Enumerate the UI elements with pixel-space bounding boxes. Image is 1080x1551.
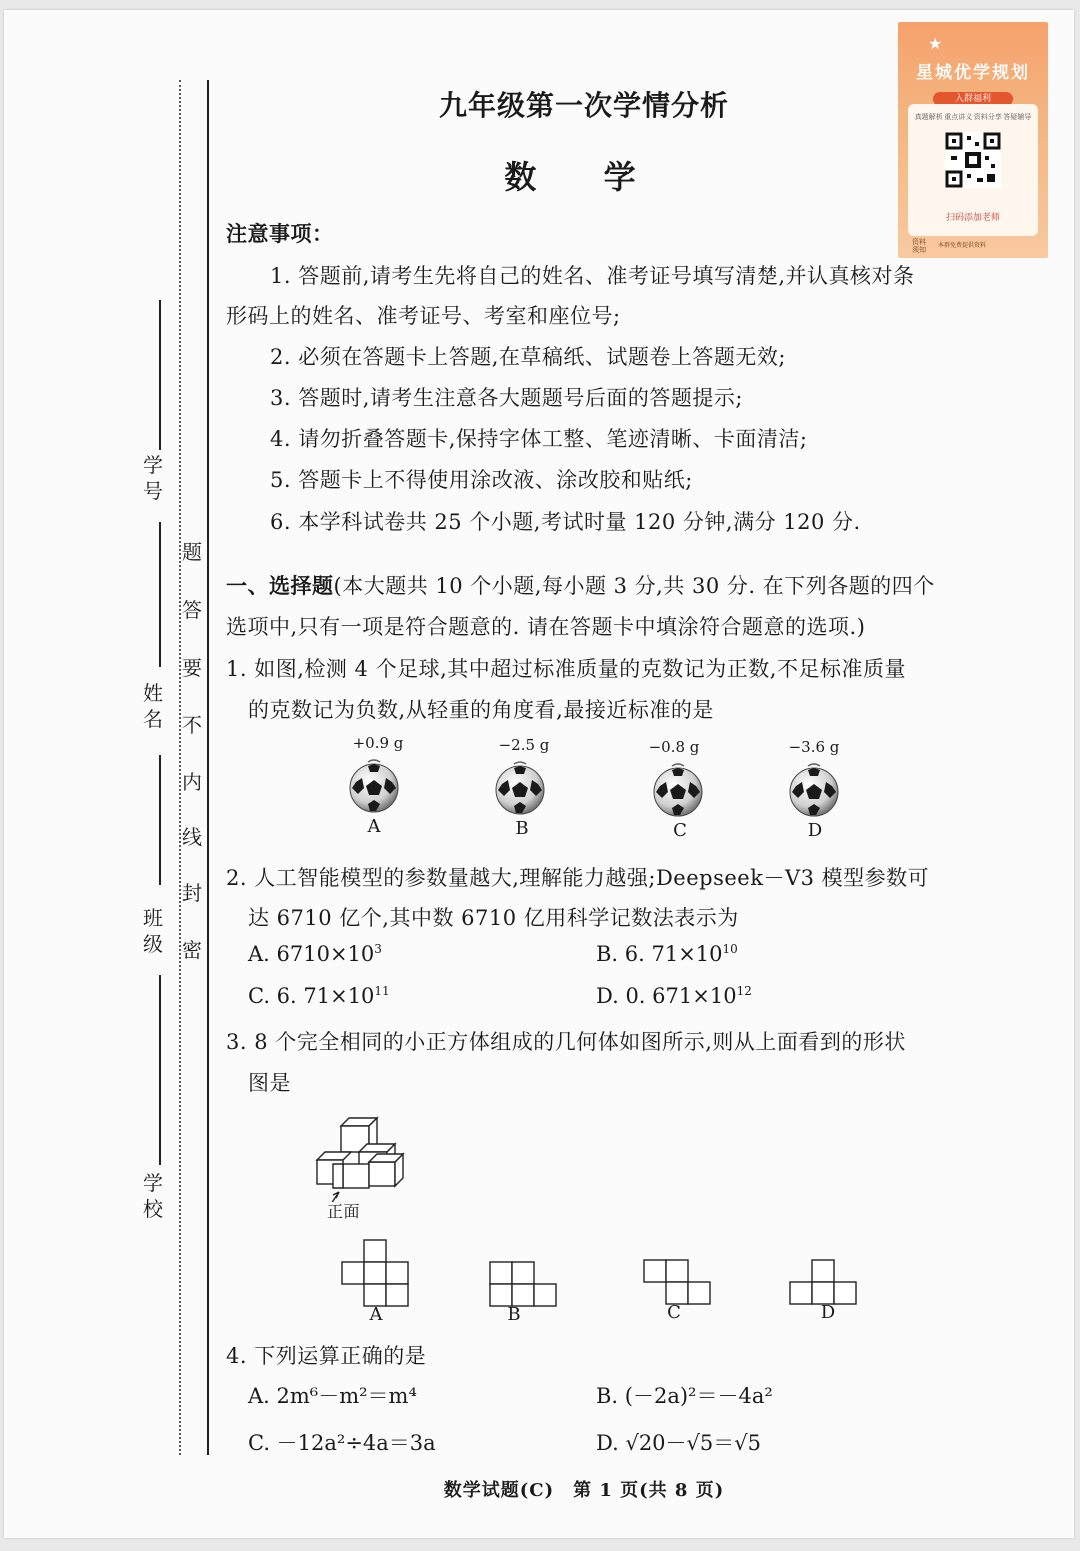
exam-sheet [4,10,1074,1538]
q1-stem-line2: 的克数记为负数,从轻重的角度看,最接近标准的是 [248,698,714,722]
name-label: 姓 名 [143,681,163,731]
soccer-ball-icon [492,760,548,816]
school-line [159,975,161,1165]
promo-icons [914,112,1032,122]
subject-title: 数 学 [504,158,664,196]
q3-view-d [788,1258,864,1308]
promo-scan-text: 扫码添加老师 [945,213,1000,223]
notice-item: 3. 答题时,请考生注意各大题题号后面的答题提示; [270,386,743,410]
q2-option-c [248,984,390,1008]
class-label: 班 级 [143,906,163,956]
seal-char: 内 [182,770,202,794]
opt-exp: 11 [374,984,390,998]
ball-value: −3.6 g [788,738,840,756]
opt-base: C. 6. 71×10 [248,984,375,1008]
q2-stem: 2. 人工智能模型的参数量越大,理解能力越强;Deepseek－V3 模型参数可 [226,866,930,890]
class-line [159,755,161,885]
promo-item: 答疑辅导 [1003,113,1032,121]
q4-option-b: B. (－2a)²＝－4a² [596,1384,773,1408]
soccer-ball-icon [786,762,842,818]
student-id-label: 学 号 [143,453,163,503]
ball-value: −0.8 g [648,738,700,756]
soccer-ball-icon [346,758,402,814]
opt-exp: 12 [736,984,752,998]
ball-letter: C [673,820,687,841]
ball-letter: A [367,816,381,837]
q3-letter: A [369,1304,383,1325]
q3-letter: B [507,1304,521,1325]
section-desc-line2: 选项中,只有一项是符合题意的. 请在答题卡中填涂符合题意的选项.) [226,615,866,639]
page-footer: 数学试题(C) 第 1 页(共 8 页) [443,1480,725,1501]
promo-panel [908,104,1038,236]
promo-note-label: 资料 须知 [912,238,926,254]
ball-value: −2.5 g [498,736,550,754]
binding-solid-line [207,80,209,1455]
section-title: 一、选择题 [226,573,334,598]
name-line-top [159,522,161,667]
cube-solid-figure [309,1102,419,1202]
q4-option-d: D. √20－√5＝√5 [596,1431,762,1455]
student-id-line [159,300,161,450]
school-label: 学 校 [143,1171,163,1221]
notice-item: 2. 必须在答题卡上答题,在草稿纸、试题卷上答题无效; [270,345,786,369]
promo-sticker [898,22,1048,258]
opt-exp: 3 [374,942,382,956]
section-desc: (本大题共 10 个小题,每小题 3 分,共 30 分. 在下列各题的四个 [333,574,935,598]
notice-item: 6. 本学科试卷共 25 个小题,考试时量 120 分钟,满分 120 分. [270,510,861,534]
seal-char: 线 [182,825,202,849]
ball-letter: D [807,820,823,841]
q3-view-b [488,1260,564,1310]
seal-char: 要 [182,656,202,680]
promo-item: 重点讲义 [944,113,973,121]
q3-stem: 3. 8 个完全相同的小正方体组成的几何体如图所示,则从上面看到的形状 [226,1030,906,1054]
exam-title: 九年级第一次学情分析 [438,89,729,122]
q3-letter: C [667,1302,681,1323]
dotted-binding-line [179,80,181,1455]
qr-code-icon [945,132,1001,188]
q3-view-c [642,1258,718,1308]
seal-char: 答 [182,598,202,622]
notice-item: 5. 答题卡上不得使用涂改液、涂改胶和贴纸; [270,468,693,492]
q4-option-c: C. －12a²÷4a＝3a [248,1431,436,1455]
seal-char: 密 [182,938,202,962]
soccer-ball-icon [650,762,706,818]
promo-note-text: 本群免费提供资料 [938,242,987,249]
q3-view-a [340,1238,416,1310]
star-icon: ★ [928,34,943,53]
ball-value: +0.9 g [352,734,404,752]
seal-char: 题 [182,540,202,564]
section-heading [226,570,935,600]
q2-option-b [596,942,738,966]
opt-exp: 10 [722,942,738,956]
ball-letter: B [515,818,529,839]
q3-stem-line2: 图是 [248,1071,291,1095]
promo-brand: 星城优学规划 [916,63,1030,83]
seal-char: 不 [182,713,202,737]
seal-char: 封 [182,881,202,905]
q1-stem: 1. 如图,检测 4 个足球,其中超过标准质量的克数记为正数,不足标准质量 [226,657,906,681]
q2-option-d [596,984,752,1008]
opt-base: D. 0. 671×10 [596,984,737,1008]
notice-item: 4. 请勿折叠答题卡,保持字体工整、笔迹清晰、卡面清洁; [270,427,808,451]
front-view-label: 正面 [327,1202,361,1221]
q4-option-a: A. 2m⁶－m²＝m⁴ [248,1384,417,1408]
promo-item: 真题解析 [914,113,943,121]
notice-item: 1. 答题前,请考生先将自己的姓名、准考证号填写清楚,并认真核对条 [270,264,915,288]
notice-item: 形码上的姓名、准考证号、考室和座位号; [226,304,621,328]
q2-stem-line2: 达 6710 亿个,其中数 6710 亿用科学记数法表示为 [248,906,739,930]
q2-option-a [248,942,382,966]
notice-heading: 注意事项： [226,221,334,246]
promo-tag: 入群福利 [933,92,1013,106]
q3-letter: D [820,1302,836,1323]
promo-item: 资料分享 [973,113,1002,121]
q4-stem: 4. 下列运算正确的是 [226,1344,427,1368]
opt-base: A. 6710×10 [248,942,375,966]
opt-base: B. 6. 71×10 [596,942,723,966]
